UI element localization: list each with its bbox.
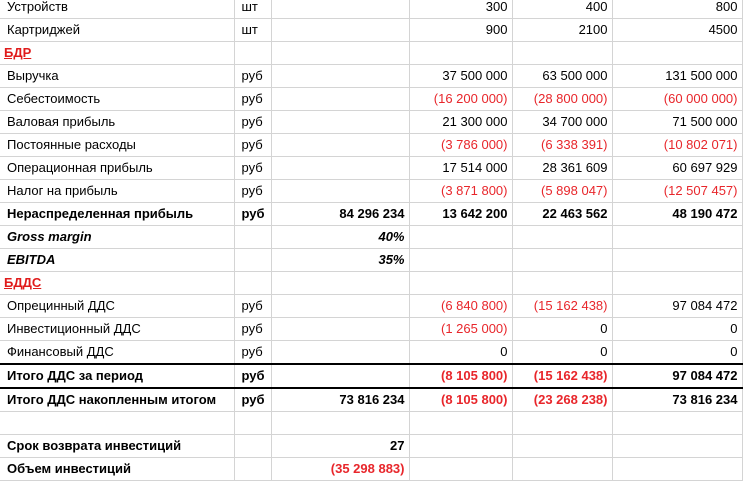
sheet-row <box>0 203 742 226</box>
row-label-cell[interactable]: Итого ДДС накопленным итогом <box>0 388 234 412</box>
row-label-cell[interactable]: Выручка <box>0 65 234 88</box>
year1-cell[interactable]: 21 300 000 <box>409 111 512 134</box>
year2-cell[interactable]: (15 162 438) <box>512 364 612 388</box>
year1-cell[interactable]: 0 <box>409 341 512 365</box>
total-cell[interactable]: 27 <box>271 435 409 458</box>
year3-cell[interactable]: (12 507 457) <box>612 180 742 203</box>
sheet-row <box>0 180 742 203</box>
total-cell[interactable] <box>271 318 409 341</box>
total-cell[interactable] <box>271 88 409 111</box>
year1-cell[interactable]: (3 786 000) <box>409 134 512 157</box>
year1-cell[interactable]: (6 840 800) <box>409 295 512 318</box>
total-cell[interactable] <box>271 341 409 365</box>
unit-cell[interactable]: руб <box>234 388 271 412</box>
empty-cell[interactable] <box>271 272 409 295</box>
empty-cell[interactable] <box>234 42 271 65</box>
sheet-row <box>0 65 742 88</box>
empty-cell[interactable] <box>271 42 409 65</box>
unit-cell[interactable]: руб <box>234 88 271 111</box>
row-label-cell[interactable]: Валовая прибыль <box>0 111 234 134</box>
total-cell[interactable] <box>271 19 409 42</box>
sheet-row <box>0 388 742 412</box>
year1-cell[interactable]: (16 200 000) <box>409 88 512 111</box>
year1-cell[interactable]: (8 105 800) <box>409 388 512 412</box>
year2-cell[interactable]: (15 162 438) <box>512 295 612 318</box>
year1-cell[interactable]: 13 642 200 <box>409 203 512 226</box>
year2-cell[interactable]: 28 361 609 <box>512 157 612 180</box>
total-cell[interactable] <box>271 180 409 203</box>
unit-cell[interactable]: руб <box>234 318 271 341</box>
empty-cell[interactable] <box>409 272 512 295</box>
year1-cell[interactable]: (8 105 800) <box>409 364 512 388</box>
total-cell[interactable] <box>271 295 409 318</box>
unit-cell[interactable]: руб <box>234 180 271 203</box>
year1-cell[interactable] <box>409 226 512 249</box>
year3-cell[interactable]: 73 816 234 <box>612 388 742 412</box>
row-label-cell[interactable]: Постоянные расходы <box>0 134 234 157</box>
year3-cell[interactable]: 131 500 000 <box>612 65 742 88</box>
year3-cell[interactable]: 97 084 472 <box>612 364 742 388</box>
year3-cell[interactable]: 0 <box>612 341 742 365</box>
row-label-cell[interactable]: Устройств <box>0 0 234 19</box>
unit-cell[interactable] <box>234 435 271 458</box>
year2-cell[interactable]: (6 338 391) <box>512 134 612 157</box>
unit-cell[interactable] <box>234 249 271 272</box>
sheet-row <box>0 19 742 42</box>
sheet-row <box>0 412 742 435</box>
year2-cell[interactable]: 34 700 000 <box>512 111 612 134</box>
year2-cell[interactable]: 63 500 000 <box>512 65 612 88</box>
year1-cell[interactable] <box>409 458 512 481</box>
unit-cell[interactable]: руб <box>234 111 271 134</box>
row-label-cell[interactable]: Нераспределенная прибыль <box>0 203 234 226</box>
year1-cell[interactable]: 37 500 000 <box>409 65 512 88</box>
unit-cell[interactable]: руб <box>234 134 271 157</box>
row-label-cell[interactable]: Финансовый ДДС <box>0 341 234 365</box>
empty-cell[interactable] <box>234 272 271 295</box>
unit-cell[interactable]: руб <box>234 65 271 88</box>
section-title[interactable]: БДР <box>0 42 234 65</box>
year1-cell[interactable]: 300 <box>409 0 512 19</box>
row-label-cell[interactable]: Объем инвестиций <box>0 458 234 481</box>
sheet-row <box>0 249 742 272</box>
unit-cell[interactable]: руб <box>234 157 271 180</box>
total-cell[interactable] <box>271 134 409 157</box>
sheet-row <box>0 435 742 458</box>
year2-cell[interactable]: 0 <box>512 318 612 341</box>
sheet-row <box>0 318 742 341</box>
row-label-cell[interactable]: Инвестиционный ДДС <box>0 318 234 341</box>
sheet-row <box>0 0 742 19</box>
sheet-row <box>0 341 742 365</box>
row-label-cell[interactable]: Картриджей <box>0 19 234 42</box>
total-cell[interactable] <box>271 0 409 19</box>
year2-cell[interactable]: (28 800 000) <box>512 88 612 111</box>
sheet-row <box>0 157 742 180</box>
year3-cell[interactable]: 0 <box>612 318 742 341</box>
year2-cell[interactable] <box>512 435 612 458</box>
sheet-row <box>0 111 742 134</box>
row-label-cell[interactable]: Опрецинный ДДС <box>0 295 234 318</box>
empty-cell[interactable] <box>512 42 612 65</box>
total-cell[interactable]: 40% <box>271 226 409 249</box>
total-cell[interactable] <box>271 65 409 88</box>
total-cell[interactable]: 35% <box>271 249 409 272</box>
year2-cell[interactable]: 22 463 562 <box>512 203 612 226</box>
year2-cell[interactable] <box>512 226 612 249</box>
unit-cell[interactable]: руб <box>234 364 271 388</box>
unit-cell[interactable] <box>234 458 271 481</box>
year1-cell[interactable]: 900 <box>409 19 512 42</box>
row-label-cell[interactable]: Себестоимость <box>0 88 234 111</box>
year2-cell[interactable] <box>512 249 612 272</box>
year1-cell[interactable]: (1 265 000) <box>409 318 512 341</box>
year3-cell[interactable]: (60 000 000) <box>612 88 742 111</box>
year1-cell[interactable] <box>409 435 512 458</box>
year3-cell[interactable]: 71 500 000 <box>612 111 742 134</box>
empty-cell[interactable] <box>409 42 512 65</box>
row-label-cell[interactable] <box>0 412 234 435</box>
empty-cell[interactable] <box>512 272 612 295</box>
year2-cell[interactable]: 2100 <box>512 19 612 42</box>
total-cell[interactable]: 73 816 234 <box>271 388 409 412</box>
year3-cell[interactable]: (10 802 071) <box>612 134 742 157</box>
sheet-row <box>0 134 742 157</box>
total-cell[interactable]: 84 296 234 <box>271 203 409 226</box>
row-label-cell[interactable]: Gross margin <box>0 226 234 249</box>
row-label-cell[interactable]: EBITDA <box>0 249 234 272</box>
year3-cell[interactable] <box>612 226 742 249</box>
sheet-row <box>0 364 742 388</box>
row-label-cell[interactable]: Срок возврата инвестиций <box>0 435 234 458</box>
sheet-row <box>0 295 742 318</box>
sheet-row <box>0 88 742 111</box>
year3-cell[interactable]: 48 190 472 <box>612 203 742 226</box>
year2-cell[interactable]: (5 898 047) <box>512 180 612 203</box>
year3-cell[interactable] <box>612 458 742 481</box>
year2-cell[interactable]: (23 268 238) <box>512 388 612 412</box>
year2-cell[interactable]: 400 <box>512 0 612 19</box>
unit-cell[interactable]: руб <box>234 295 271 318</box>
total-cell[interactable] <box>271 157 409 180</box>
sheet-row <box>0 272 742 295</box>
year2-cell[interactable]: 0 <box>512 341 612 365</box>
year3-cell[interactable] <box>612 435 742 458</box>
section-title[interactable]: БДДС <box>0 272 234 295</box>
sheet-row <box>0 42 742 65</box>
year3-cell[interactable]: 4500 <box>612 19 742 42</box>
row-label-cell[interactable]: Итого ДДС за период <box>0 364 234 388</box>
unit-cell[interactable] <box>234 412 271 435</box>
year3-cell[interactable] <box>612 249 742 272</box>
total-cell[interactable] <box>271 412 409 435</box>
year2-cell[interactable] <box>512 458 612 481</box>
year3-cell[interactable] <box>612 412 742 435</box>
year1-cell[interactable] <box>409 249 512 272</box>
year2-cell[interactable] <box>512 412 612 435</box>
unit-cell[interactable]: руб <box>234 341 271 365</box>
year3-cell[interactable]: 60 697 929 <box>612 157 742 180</box>
year1-cell[interactable]: 17 514 000 <box>409 157 512 180</box>
empty-cell[interactable] <box>612 272 742 295</box>
unit-cell[interactable]: шт <box>234 0 271 19</box>
empty-cell[interactable] <box>612 42 742 65</box>
row-label-cell[interactable]: Операционная прибыль <box>0 157 234 180</box>
unit-cell[interactable] <box>234 226 271 249</box>
year1-cell[interactable] <box>409 412 512 435</box>
year3-cell[interactable]: 800 <box>612 0 742 19</box>
total-cell[interactable]: (35 298 883) <box>271 458 409 481</box>
row-label-cell[interactable]: Налог на прибыль <box>0 180 234 203</box>
unit-cell[interactable]: шт <box>234 19 271 42</box>
sheet-row <box>0 226 742 249</box>
year1-cell[interactable]: (3 871 800) <box>409 180 512 203</box>
year3-cell[interactable]: 97 084 472 <box>612 295 742 318</box>
unit-cell[interactable]: руб <box>234 203 271 226</box>
sheet-row <box>0 458 742 481</box>
total-cell[interactable] <box>271 111 409 134</box>
total-cell[interactable] <box>271 364 409 388</box>
